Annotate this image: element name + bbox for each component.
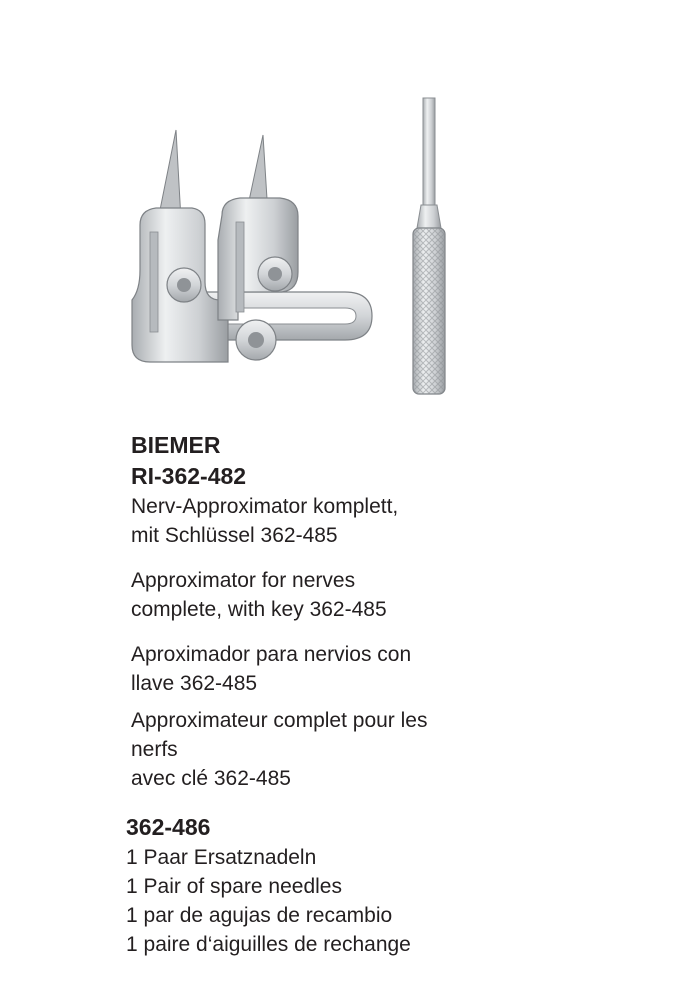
brand-name: BIEMER bbox=[131, 432, 221, 458]
key-icon bbox=[413, 98, 445, 394]
product-illustration bbox=[0, 0, 700, 420]
description-line-de-1: Nerv-Approximator komplett, bbox=[131, 495, 399, 518]
screw-icon bbox=[258, 257, 292, 291]
description-line-es-2: llave 362-485 bbox=[131, 672, 258, 695]
product-info bbox=[131, 430, 427, 793]
product-descriptions bbox=[131, 492, 427, 793]
product-code: RI-362-482 bbox=[131, 463, 247, 489]
description-line-en-1: Approximator for nerves bbox=[131, 569, 356, 592]
spare-line-es: 1 par de agujas de recambio bbox=[126, 904, 393, 927]
description-line-en-2: complete, with key 362-485 bbox=[131, 598, 387, 621]
screw-icon bbox=[167, 268, 201, 302]
description-line-fr-1: Approximateur complet pour les bbox=[131, 709, 428, 732]
spare-part-info bbox=[126, 812, 411, 959]
spare-line-fr: 1 paire d‘aiguilles de rechange bbox=[126, 933, 411, 956]
spare-part-code: 362-486 bbox=[126, 814, 211, 840]
spare-line-de: 1 Paar Ersatznadeln bbox=[126, 846, 317, 869]
description-line-fr-3: avec clé 362-485 bbox=[131, 767, 291, 790]
screw-icon bbox=[236, 320, 276, 360]
description-line-fr-2: nerfs bbox=[131, 738, 178, 761]
description-line-es-1: Aproximador para nervios con bbox=[131, 643, 412, 666]
description-line-de-2: mit Schlüssel 362-485 bbox=[131, 524, 338, 547]
nerve-approximator-icon bbox=[132, 130, 372, 362]
spare-line-en: 1 Pair of spare needles bbox=[126, 875, 342, 898]
